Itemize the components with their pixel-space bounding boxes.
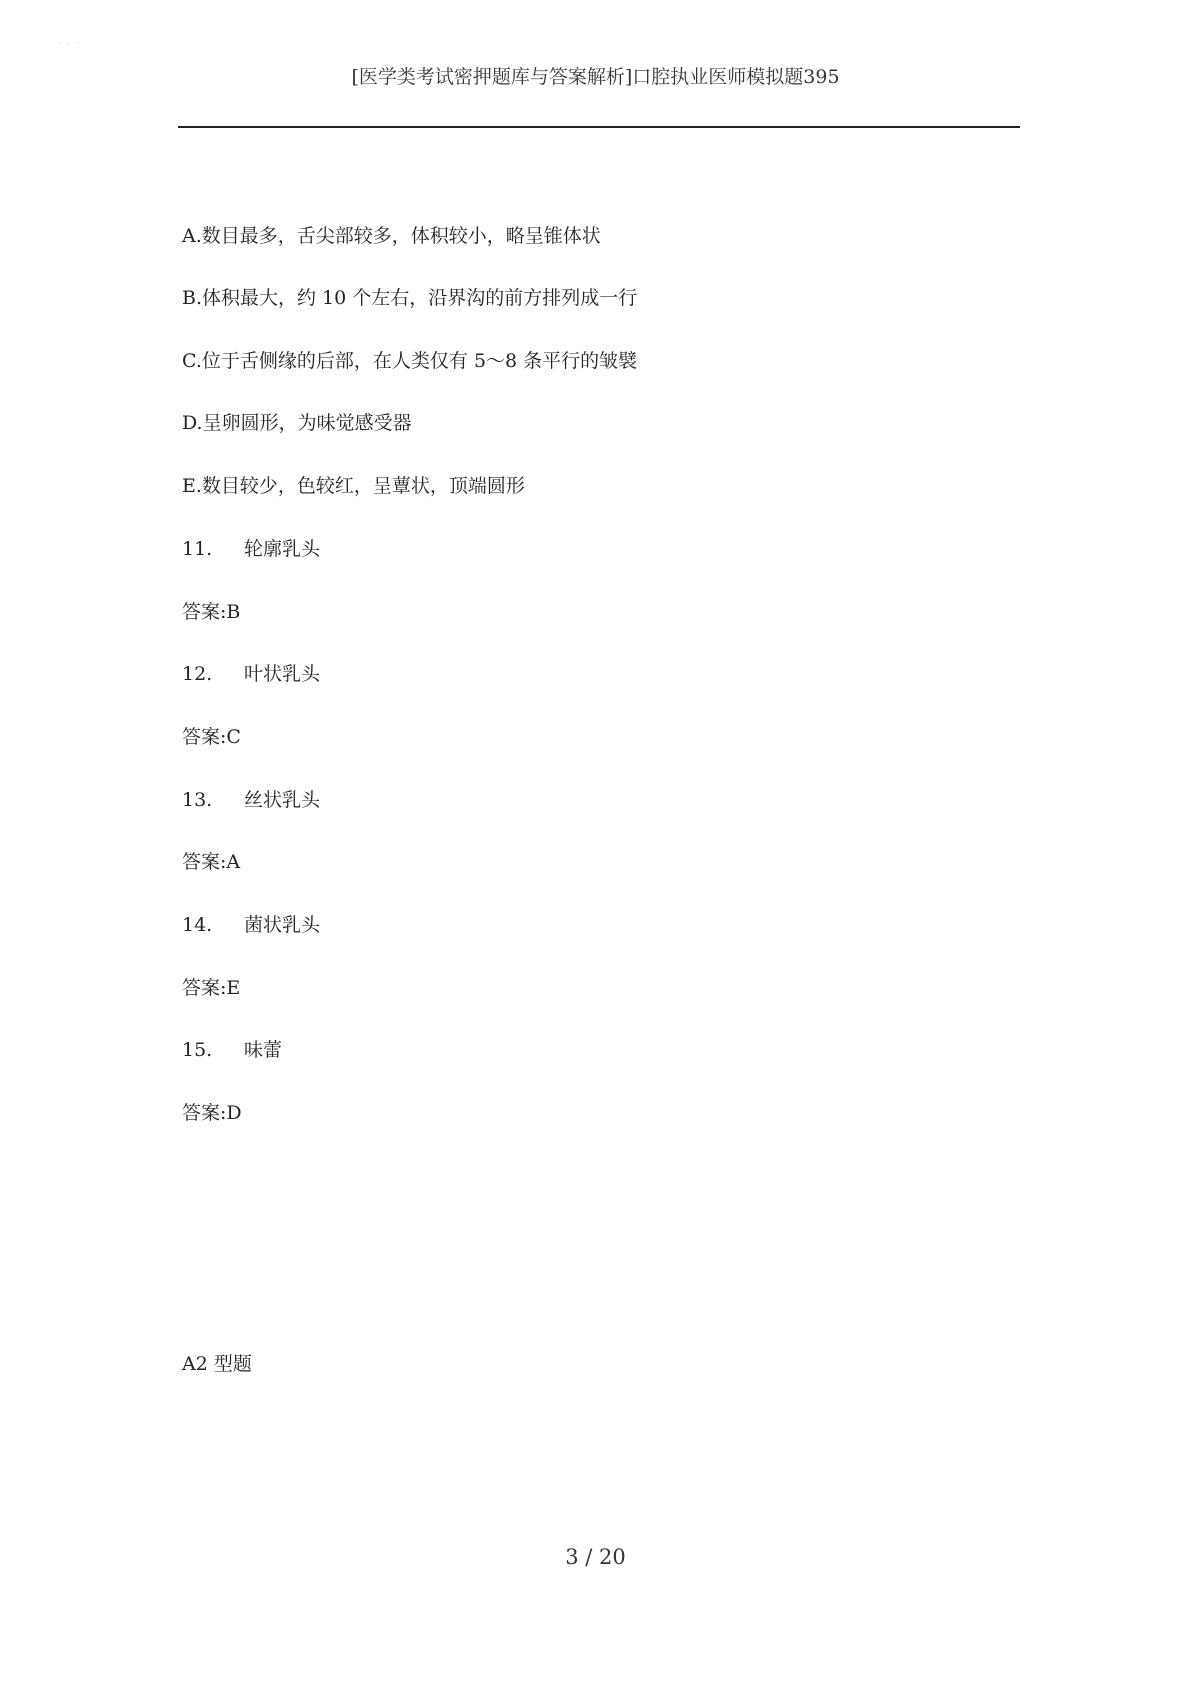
- option-a: A.数目最多，舌尖部较多，体积较小，略呈锥体状: [182, 225, 601, 247]
- question-text: 丝状乳头: [244, 789, 321, 811]
- question-number: 15.: [182, 1039, 213, 1061]
- option-e: E.数目较少，色较红，呈蕈状，顶端圆形: [182, 475, 525, 497]
- question-number: 13.: [182, 789, 213, 811]
- answer-13: 答案:A: [182, 851, 241, 873]
- question-text: 叶状乳头: [244, 663, 321, 685]
- option-c: C.位于舌侧缘的后部，在人类仅有 5～8 条平行的皱襞: [182, 350, 638, 372]
- question-number: 14.: [182, 914, 213, 936]
- answer-15: 答案:D: [182, 1102, 242, 1124]
- question-14: [182, 913, 320, 937]
- question-number: 11.: [182, 538, 213, 560]
- answer-14: 答案:E: [182, 977, 241, 999]
- answer-11: 答案:B: [182, 601, 241, 623]
- question-text: 轮廓乳头: [244, 538, 321, 560]
- header-divider: [178, 126, 1020, 128]
- answer-12: 答案:C: [182, 726, 241, 748]
- watermark-text: - - -: [58, 36, 82, 49]
- page-number: 3 / 20: [565, 1545, 626, 1569]
- question-13: [182, 788, 320, 812]
- section-heading: A2 型题: [182, 1353, 252, 1375]
- question-number: 12.: [182, 663, 213, 685]
- option-b: B.体积最大，约 10 个左右，沿界沟的前方排列成一行: [182, 287, 638, 309]
- page-header-title: [医学类考试密押题库与答案解析]口腔执业医师模拟题395: [351, 66, 840, 88]
- option-d: D.呈卵圆形，为味觉感受器: [182, 412, 412, 434]
- question-12: [182, 662, 320, 686]
- question-text: 味蕾: [244, 1039, 283, 1061]
- question-text: 菌状乳头: [244, 914, 321, 936]
- question-15: [182, 1038, 282, 1062]
- question-11: [182, 537, 320, 561]
